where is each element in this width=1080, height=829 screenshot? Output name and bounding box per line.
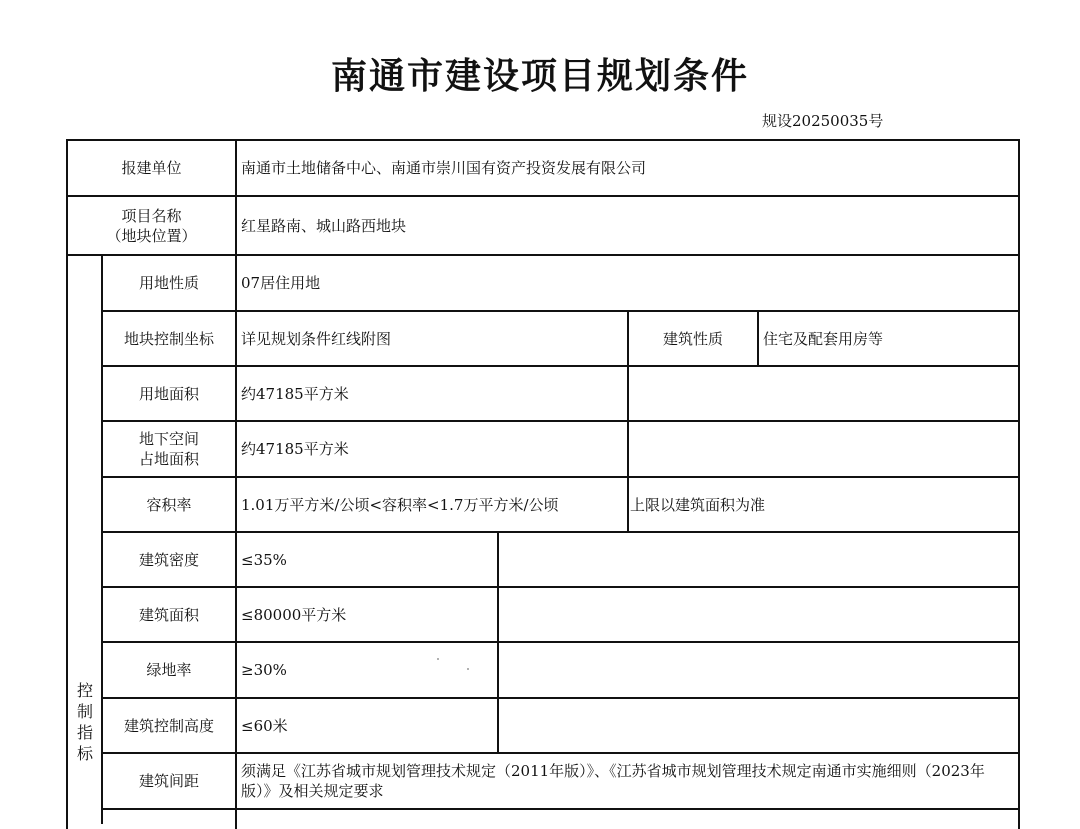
applicant-label: 报建单位 bbox=[121, 159, 182, 177]
underground-area-label: 地下空间 占地面积 bbox=[138, 430, 199, 468]
building-spacing-value: 须满足《江苏省城市规划管理技术规定（2011年版）》、《江苏省城市规划管理技术规定南通市实施细则（2023年版）》及相关规定要求 bbox=[241, 762, 985, 800]
gfa-label: 建筑面积 bbox=[138, 605, 199, 624]
document-title: 南通市建设项目规划条件 bbox=[330, 56, 749, 97]
coords-label: 地块控制坐标 bbox=[123, 329, 214, 348]
building-nature-label: 建筑性质 bbox=[662, 329, 723, 348]
density-label: 建筑密度 bbox=[138, 550, 199, 569]
project-name-value: 红星路南、城山路西地块 bbox=[241, 216, 407, 235]
scan-speck bbox=[437, 658, 439, 660]
green-ratio-value: ≥30% bbox=[241, 661, 287, 679]
building-nature-value: 住宅及配套用房等 bbox=[763, 329, 884, 348]
gfa-value: ≤80000平方米 bbox=[241, 605, 347, 624]
document-number: 规设20250035号 bbox=[762, 112, 884, 130]
site-area-label: 用地面积 bbox=[138, 384, 199, 403]
density-value: ≤35% bbox=[241, 550, 287, 569]
site-area-value: 约47185平方米 bbox=[241, 384, 349, 403]
section-char: 制 bbox=[76, 702, 93, 721]
far-note: 上限以建筑面积为准 bbox=[630, 495, 766, 514]
underground-area-value: 约47185平方米 bbox=[241, 440, 349, 458]
section-char: 标 bbox=[76, 744, 93, 763]
section-char: 控 bbox=[76, 681, 93, 700]
building-spacing-label: 建筑间距 bbox=[138, 772, 199, 790]
section-char: 指 bbox=[76, 723, 93, 742]
height-limit-value: ≤60米 bbox=[241, 716, 288, 735]
coords-value: 详见规划条件红线附图 bbox=[241, 329, 392, 348]
land-use-label: 用地性质 bbox=[138, 274, 199, 292]
control-indicators-label bbox=[68, 680, 102, 764]
height-limit-label: 建筑控制高度 bbox=[123, 716, 214, 735]
applicant-value: 南通市土地储备中心、南通市崇川国有资产投资发展有限公司 bbox=[241, 159, 647, 177]
scan-speck bbox=[467, 668, 469, 670]
far-value: 1.01万平方米/公顷<容积率<1.7万平方米/公顷 bbox=[241, 495, 559, 514]
far-label: 容积率 bbox=[146, 495, 192, 514]
land-use-value: 07居住用地 bbox=[241, 274, 321, 292]
green-ratio-label: 绿地率 bbox=[146, 661, 192, 679]
project-name-label: 项目名称 （地块位置） bbox=[106, 206, 197, 245]
